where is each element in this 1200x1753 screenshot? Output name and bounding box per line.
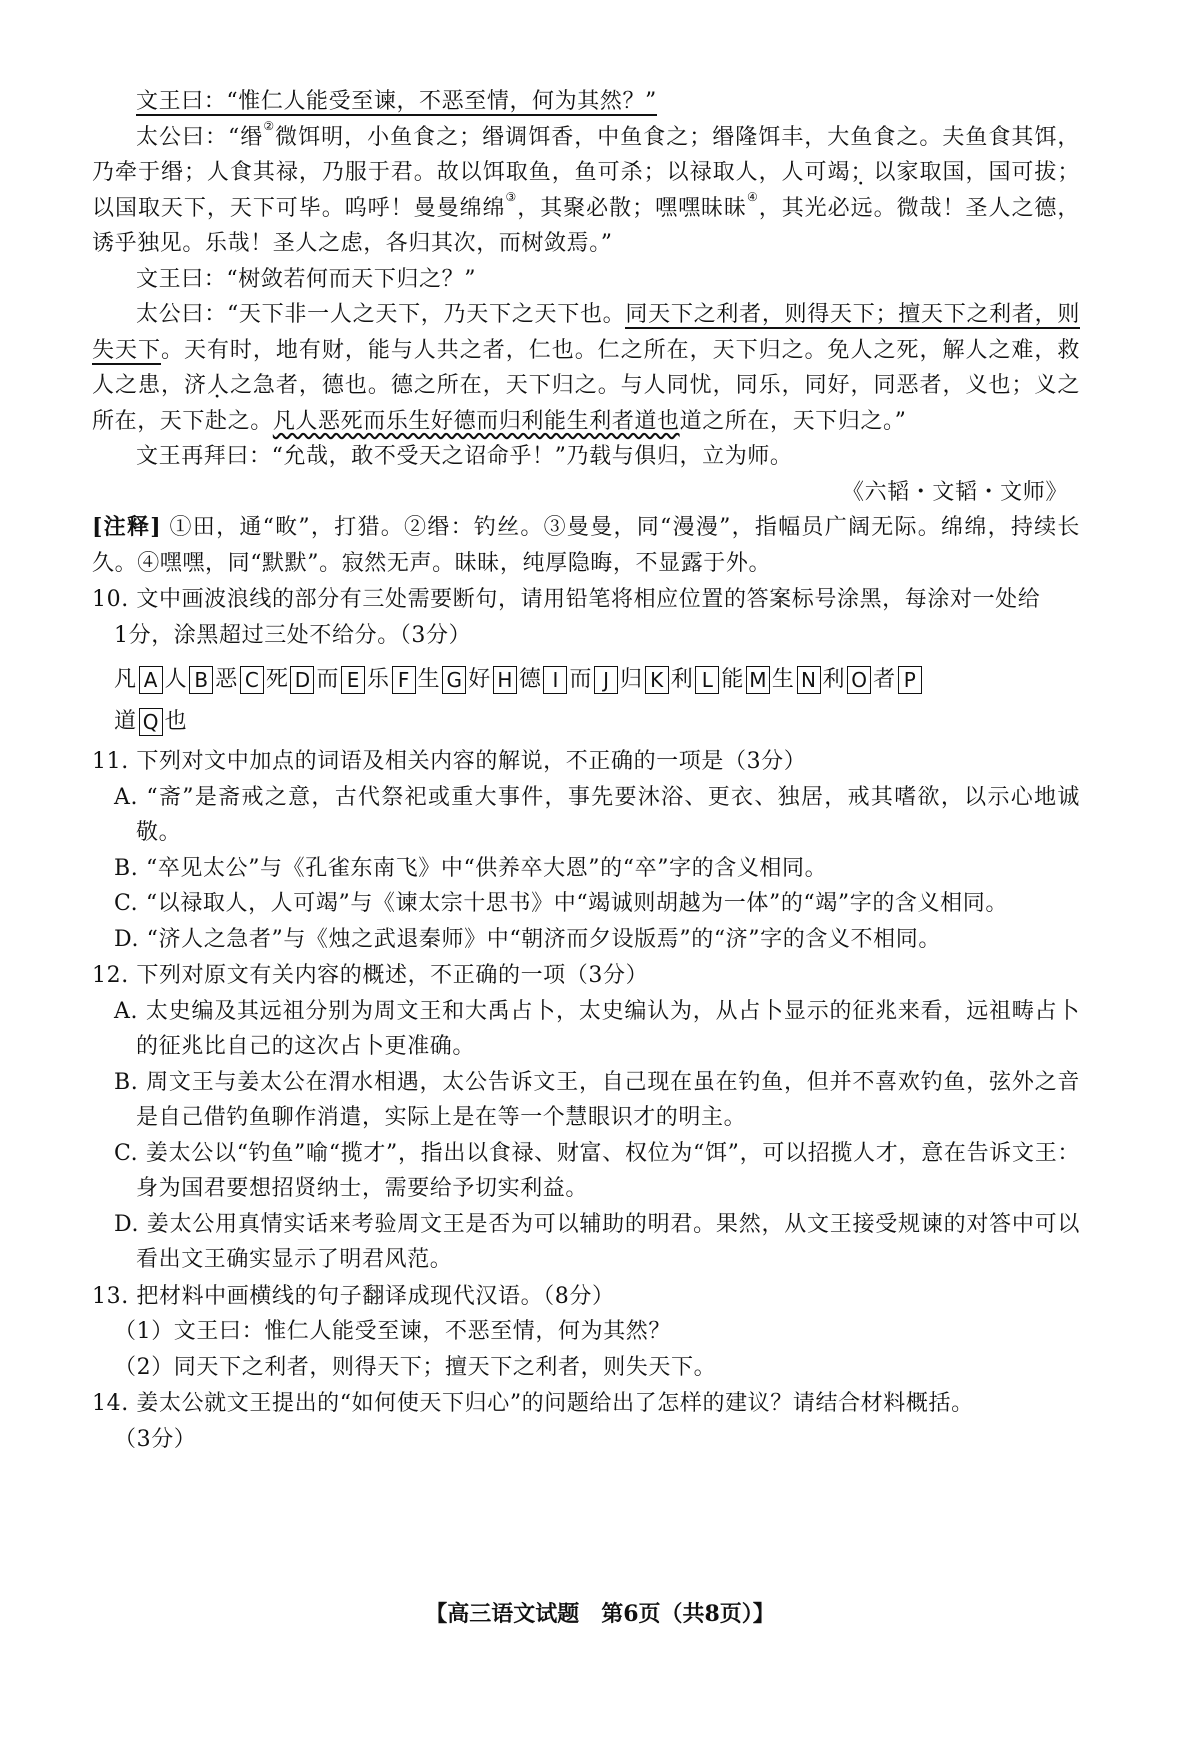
passage-char: 而	[316, 667, 340, 692]
question-11-stem: 11. 下列对文中加点的词语及相关内容的解说，不正确的一项是（3分）	[92, 749, 807, 774]
question-12-option-b[interactable]: B. 周文王与姜太公在渭水相遇，太公告诉文王，自己现在虽在钓鱼，但并不喜欢钓鱼，弦外之音是自己借钓鱼聊作消遣，实际上是在等一个慧眼识才的明主。	[114, 1069, 1080, 1130]
passage-para-3: 文王曰：“树敛若何而天下归之？”	[136, 266, 477, 292]
passage-char: 死	[265, 667, 289, 692]
passage-char: 道	[114, 709, 137, 734]
wavy-underlined-text: 凡人恶死而乐生好德而归利能生利者道也	[272, 408, 680, 434]
question-10-stem: 10. 文中画波浪线的部分有三处需要断句，请用铅笔将相应位置的答案标号涂黑，每涂对一处给	[92, 587, 1041, 612]
dotted-char: 竭	[827, 160, 851, 185]
answer-box-m[interactable]: M	[746, 666, 770, 694]
question-10-stem-cont: 1分，涂黑超过三处不给分。（3分）	[114, 622, 472, 648]
answer-box-q[interactable]: Q	[139, 708, 163, 736]
answer-box-b[interactable]: B	[189, 666, 213, 694]
question-11-option-d[interactable]: D. “济人之急者”与《烛之武退秦师》中“朝济而夕设版焉”的“济”字的含义不相同。	[114, 926, 941, 952]
dotted-char: 济	[183, 373, 207, 398]
passage-char: 而	[569, 667, 593, 692]
answer-box-l[interactable]: L	[695, 666, 719, 694]
passage-char: 生	[771, 667, 795, 692]
answer-box-o[interactable]: O	[847, 666, 871, 694]
answer-box-i[interactable]: I	[543, 666, 567, 694]
passage-char: 凡	[114, 667, 137, 692]
question-12-option-a[interactable]: A. 太史编及其远祖分别为周文王和大禹占卜，太史编认为，从占卜显示的征兆来看，远祖畴占卜的征兆比自己的这次占卜更准确。	[114, 998, 1080, 1059]
underlined-sentence-2: 同天下之利者，则得天下；擅天下之利者，则失天下	[92, 302, 1080, 363]
passage-char: 能	[721, 667, 744, 692]
note-mark: ④	[747, 189, 759, 204]
question-11-option-b[interactable]: B. “卒见太公”与《孔雀东南飞》中“供养卒大恩”的“卒”字的含义相同。	[114, 855, 828, 881]
note-mark: ②	[263, 118, 276, 133]
question-13-sentence-2: （2）同天下之利者，则得天下；擅天下之利者，则失天下。	[114, 1354, 717, 1380]
passage-char: 利	[822, 667, 846, 692]
question-12-option-d[interactable]: D. 姜太公用真情实话来考验周文王是否为可以辅助的明君。果然，从文王接受规谏的对答中可以看出文王确实显示了明君风范。	[114, 1211, 1080, 1272]
passage-para-5: 文王再拜曰：“允哉，敢不受天之诏命乎！”乃载与俱归，立为师。	[136, 444, 793, 469]
answer-box-h[interactable]: H	[493, 666, 517, 694]
passage-char: 人	[164, 667, 188, 692]
passage-para-2: 太公曰：“缗②微饵明，小鱼食之；缗调饵香，中鱼食之；缗隆饵丰，大鱼食之。夫鱼食其饵，乃牵于缗；人食其禄，乃服于君。故以饵取鱼，鱼可杀；以禄取人，人可竭；以家取国，国可拔；以国取天下，天下可毕。呜呼！曼曼绵绵③，其聚必散；嘿嘿昧昧④，其光必远。微哉！圣人之德，诱乎独见。乐哉！圣人之虑，各归其次，而树敛焉。”	[92, 118, 1080, 256]
question-14-score: （3分）	[114, 1426, 197, 1452]
underlined-sentence-1: 文王曰：“惟仁人能受至谏，不恶至情，何为其然？”	[136, 89, 657, 114]
question-12-option-c[interactable]: C. 姜太公以“钓鱼”喻“揽才”，指出以食禄、财富、权位为“饵”，可以招揽人才，意在告诉文王：身为国君要想招贤纳士，需要给予切实利益。	[114, 1140, 1080, 1201]
passage-char: 利	[670, 667, 694, 692]
annotations: [注释] ①田，通“畋”，打猎。②缗：钓丝。③曼曼，同“漫漫”，指幅员广阔无际。绵绵，持续长久。④嘿嘿，同“默默”。寂然无声。昧昧，纯厚隐晦，不显露于外。	[92, 514, 1081, 576]
answer-box-k[interactable]: K	[645, 666, 669, 694]
passage-char: 好	[468, 667, 491, 692]
passage-char: 恶	[215, 667, 238, 692]
passage-para-1	[92, 84, 1080, 120]
passage-para-4: 太公曰：“天下非一人之天下，乃天下之天下也。同天下之利者，则得天下；擅天下之利者，则失天下。天有时，地有财，能与人共之者，仁也。仁之所在，天下归之。免人之死，解人之难，救人之患，济人之急者，德也。德之所在，天下归之。与人同忧，同乐，同好，同恶者，义也；义之所在，天下赴之。凡人恶死而乐生好德而归利能生利者道也道之所在，天下归之。”	[92, 302, 1081, 434]
answer-box-f[interactable]: F	[392, 666, 416, 694]
question-10-answer-sheet	[92, 659, 1080, 743]
passage-char: 生	[417, 667, 441, 692]
answer-box-g[interactable]: G	[442, 666, 466, 694]
answer-box-d[interactable]: D	[290, 666, 314, 694]
passage-char: 者	[873, 667, 896, 692]
answer-box-j[interactable]: J	[594, 666, 618, 694]
passage-char: 归	[620, 667, 643, 692]
question-11-option-a[interactable]: A. “斋”是斋戒之意，古代祭祀或重大事件，事先要沐浴、更衣、独居，戒其嗜欲，以示心地诚敬。	[114, 784, 1080, 845]
question-13-stem: 13. 把材料中画横线的句子翻译成现代汉语。（8分）	[92, 1283, 615, 1309]
page-footer: 【高三语文试题 第6页（共8页）】	[425, 1601, 775, 1627]
answer-box-p[interactable]: P	[898, 666, 922, 694]
answer-box-a[interactable]: A	[139, 666, 163, 694]
note-mark: ③	[505, 189, 518, 204]
question-12-stem: 12. 下列对原文有关内容的概述，不正确的一项（3分）	[92, 963, 649, 988]
passage-char: 乐	[367, 667, 390, 692]
passage-char: 也	[164, 709, 188, 734]
question-14-stem: 14. 姜太公就文王提出的“如何使天下归心”的问题给出了怎样的建议？请结合材料概括。	[92, 1391, 974, 1416]
answer-box-n[interactable]: N	[797, 666, 821, 694]
annotation-tag: [注释]	[92, 514, 162, 540]
answer-box-e[interactable]: E	[341, 666, 365, 694]
question-13-sentence-1: （1）文王曰：惟仁人能受至谏，不恶至情，何为其然？	[114, 1319, 671, 1344]
question-11-option-c[interactable]: C. “以禄取人，人可竭”与《谏太宗十思书》中“竭诚则胡越为一体”的“竭”字的含义相同。	[114, 891, 1008, 916]
passage-char: 德	[518, 667, 542, 692]
answer-box-c[interactable]: C	[240, 666, 264, 694]
passage-source: 《六韬・文韬・文师》	[841, 479, 1068, 505]
